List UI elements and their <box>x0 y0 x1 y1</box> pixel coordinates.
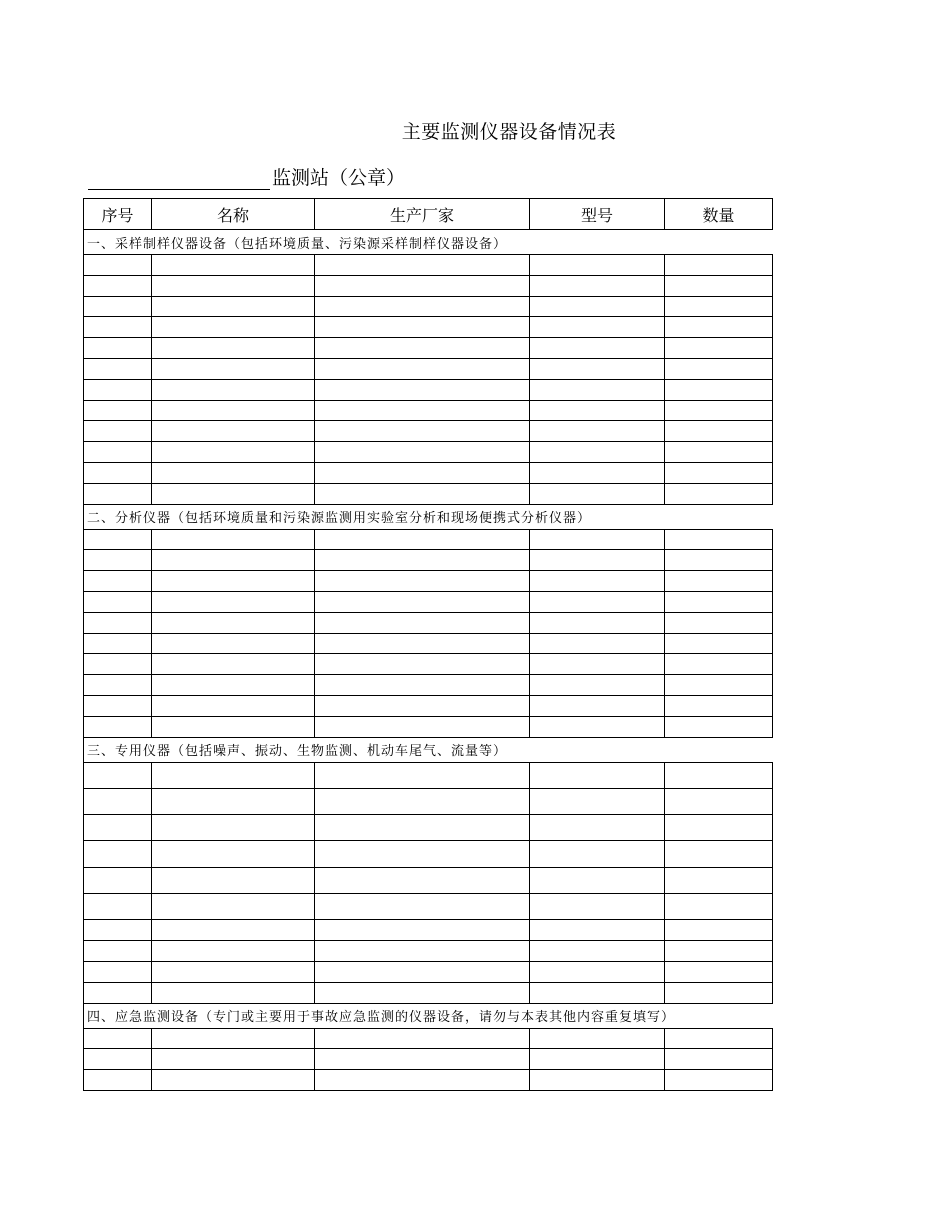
quantity-cell[interactable] <box>665 762 773 788</box>
index-cell[interactable] <box>84 716 152 737</box>
quantity-cell[interactable] <box>665 941 773 962</box>
table-row <box>84 529 773 550</box>
index-cell[interactable] <box>84 591 152 612</box>
station-line <box>88 162 405 190</box>
column-header-model: 型号 <box>530 199 665 230</box>
index-cell[interactable] <box>84 941 152 962</box>
quantity-cell[interactable] <box>665 550 773 571</box>
index-cell[interactable] <box>84 982 152 1003</box>
section-row <box>84 230 773 255</box>
model-cell[interactable] <box>530 1070 665 1091</box>
manufacturer-cell[interactable] <box>315 762 530 788</box>
section-label: 二、分析仪器（包括环境质量和污染源监测用实验室分析和现场便携式分析仪器） <box>84 504 773 529</box>
manufacturer-cell[interactable] <box>315 317 530 338</box>
index-cell[interactable] <box>84 894 152 920</box>
quantity-cell[interactable] <box>665 1070 773 1091</box>
quantity-cell[interactable] <box>665 255 773 276</box>
name-cell[interactable] <box>152 421 315 442</box>
name-cell[interactable] <box>152 550 315 571</box>
manufacturer-cell[interactable] <box>315 633 530 654</box>
quantity-cell[interactable] <box>665 421 773 442</box>
name-cell[interactable] <box>152 442 315 463</box>
index-cell[interactable] <box>84 442 152 463</box>
name-cell[interactable] <box>152 338 315 359</box>
index-cell[interactable] <box>84 421 152 442</box>
model-cell[interactable] <box>530 550 665 571</box>
index-cell[interactable] <box>84 550 152 571</box>
manufacturer-cell[interactable] <box>315 275 530 296</box>
name-cell[interactable] <box>152 1070 315 1091</box>
quantity-cell[interactable] <box>665 1049 773 1070</box>
name-cell[interactable] <box>152 591 315 612</box>
manufacturer-cell[interactable] <box>315 894 530 920</box>
index-cell[interactable] <box>84 379 152 400</box>
model-cell[interactable] <box>530 591 665 612</box>
table-row <box>84 296 773 317</box>
name-cell[interactable] <box>152 961 315 982</box>
name-cell[interactable] <box>152 1028 315 1049</box>
name-cell[interactable] <box>152 867 315 893</box>
quantity-cell[interactable] <box>665 815 773 841</box>
manufacturer-cell[interactable] <box>315 338 530 359</box>
manufacturer-cell[interactable] <box>315 815 530 841</box>
station-suffix: 监测站（公章） <box>272 167 406 189</box>
quantity-cell[interactable] <box>665 529 773 550</box>
name-cell[interactable] <box>152 400 315 421</box>
model-cell[interactable] <box>530 296 665 317</box>
model-cell[interactable] <box>530 317 665 338</box>
section-label: 一、采样制样仪器设备（包括环境质量、污染源采样制样仪器设备） <box>84 230 773 255</box>
table-row <box>84 675 773 696</box>
manufacturer-cell[interactable] <box>315 941 530 962</box>
section-label: 三、专用仪器（包括噪声、振动、生物监测、机动车尾气、流量等） <box>84 737 773 762</box>
page-title: 主要监测仪器设备情况表 <box>401 121 617 143</box>
manufacturer-cell[interactable] <box>315 255 530 276</box>
index-cell[interactable] <box>84 296 152 317</box>
model-cell[interactable] <box>530 788 665 814</box>
table-row <box>84 762 773 788</box>
name-cell[interactable] <box>152 612 315 633</box>
name-cell[interactable] <box>152 275 315 296</box>
table-row <box>84 1028 773 1049</box>
model-cell[interactable] <box>530 815 665 841</box>
quantity-cell[interactable] <box>665 275 773 296</box>
index-cell[interactable] <box>84 338 152 359</box>
table-row <box>84 867 773 893</box>
quantity-cell[interactable] <box>665 462 773 483</box>
name-cell[interactable] <box>152 255 315 276</box>
table-row <box>84 591 773 612</box>
index-cell[interactable] <box>84 358 152 379</box>
equipment-table <box>83 198 773 1091</box>
quantity-cell[interactable] <box>665 379 773 400</box>
section-row <box>84 737 773 762</box>
index-cell[interactable] <box>84 1070 152 1091</box>
name-cell[interactable] <box>152 941 315 962</box>
quantity-cell[interactable] <box>665 961 773 982</box>
quantity-cell[interactable] <box>665 716 773 737</box>
table-row <box>84 961 773 982</box>
section-row <box>84 1003 773 1028</box>
index-cell[interactable] <box>84 571 152 592</box>
index-cell[interactable] <box>84 1049 152 1070</box>
quantity-cell[interactable] <box>665 338 773 359</box>
table-row <box>84 788 773 814</box>
manufacturer-cell[interactable] <box>315 483 530 504</box>
table-row <box>84 255 773 276</box>
table-row <box>84 612 773 633</box>
quantity-cell[interactable] <box>665 296 773 317</box>
quantity-cell[interactable] <box>665 675 773 696</box>
index-cell[interactable] <box>84 654 152 675</box>
index-cell[interactable] <box>84 612 152 633</box>
manufacturer-cell[interactable] <box>315 1070 530 1091</box>
table-row <box>84 379 773 400</box>
name-cell[interactable] <box>152 920 315 941</box>
model-cell[interactable] <box>530 961 665 982</box>
name-cell[interactable] <box>152 379 315 400</box>
column-header-quantity: 数量 <box>665 199 773 230</box>
table-row <box>84 317 773 338</box>
manufacturer-cell[interactable] <box>315 400 530 421</box>
table-row <box>84 920 773 941</box>
quantity-cell[interactable] <box>665 788 773 814</box>
quantity-cell[interactable] <box>665 612 773 633</box>
quantity-cell[interactable] <box>665 841 773 867</box>
manufacturer-cell[interactable] <box>315 442 530 463</box>
model-cell[interactable] <box>530 612 665 633</box>
index-cell[interactable] <box>84 961 152 982</box>
name-cell[interactable] <box>152 1049 315 1070</box>
manufacturer-cell[interactable] <box>315 571 530 592</box>
index-cell[interactable] <box>84 462 152 483</box>
index-cell[interactable] <box>84 255 152 276</box>
name-cell[interactable] <box>152 788 315 814</box>
quantity-cell[interactable] <box>665 483 773 504</box>
quantity-cell[interactable] <box>665 867 773 893</box>
table-row <box>84 941 773 962</box>
table-row <box>84 633 773 654</box>
name-cell[interactable] <box>152 762 315 788</box>
model-cell[interactable] <box>530 255 665 276</box>
quantity-cell[interactable] <box>665 400 773 421</box>
model-cell[interactable] <box>530 483 665 504</box>
index-cell[interactable] <box>84 920 152 941</box>
index-cell[interactable] <box>84 815 152 841</box>
manufacturer-cell[interactable] <box>315 529 530 550</box>
manufacturer-cell[interactable] <box>315 1028 530 1049</box>
model-cell[interactable] <box>530 654 665 675</box>
quantity-cell[interactable] <box>665 317 773 338</box>
quantity-cell[interactable] <box>665 654 773 675</box>
model-cell[interactable] <box>530 529 665 550</box>
manufacturer-cell[interactable] <box>315 716 530 737</box>
index-cell[interactable] <box>84 788 152 814</box>
index-cell[interactable] <box>84 317 152 338</box>
manufacturer-cell[interactable] <box>315 612 530 633</box>
manufacturer-cell[interactable] <box>315 654 530 675</box>
model-cell[interactable] <box>530 275 665 296</box>
manufacturer-cell[interactable] <box>315 1049 530 1070</box>
manufacturer-cell[interactable] <box>315 550 530 571</box>
quantity-cell[interactable] <box>665 591 773 612</box>
column-header-index: 序号 <box>84 199 152 230</box>
table-row <box>84 982 773 1003</box>
model-cell[interactable] <box>530 675 665 696</box>
model-cell[interactable] <box>530 920 665 941</box>
table-row <box>84 894 773 920</box>
name-cell[interactable] <box>152 695 315 716</box>
model-cell[interactable] <box>530 982 665 1003</box>
index-cell[interactable] <box>84 675 152 696</box>
quantity-cell[interactable] <box>665 1028 773 1049</box>
table-row <box>84 695 773 716</box>
manufacturer-cell[interactable] <box>315 961 530 982</box>
table-row <box>84 275 773 296</box>
name-cell[interactable] <box>152 529 315 550</box>
manufacturer-cell[interactable] <box>315 358 530 379</box>
station-name-blank[interactable] <box>88 167 270 190</box>
name-cell[interactable] <box>152 462 315 483</box>
model-cell[interactable] <box>530 442 665 463</box>
table-row <box>84 654 773 675</box>
model-cell[interactable] <box>530 941 665 962</box>
index-cell[interactable] <box>84 529 152 550</box>
table-row <box>84 421 773 442</box>
model-cell[interactable] <box>530 358 665 379</box>
name-cell[interactable] <box>152 982 315 1003</box>
section-row <box>84 504 773 529</box>
table-row <box>84 358 773 379</box>
manufacturer-cell[interactable] <box>315 379 530 400</box>
name-cell[interactable] <box>152 841 315 867</box>
quantity-cell[interactable] <box>665 633 773 654</box>
model-cell[interactable] <box>530 762 665 788</box>
manufacturer-cell[interactable] <box>315 591 530 612</box>
manufacturer-cell[interactable] <box>315 421 530 442</box>
table-row <box>84 550 773 571</box>
manufacturer-cell[interactable] <box>315 675 530 696</box>
manufacturer-cell[interactable] <box>315 695 530 716</box>
name-cell[interactable] <box>152 815 315 841</box>
model-cell[interactable] <box>530 1028 665 1049</box>
index-cell[interactable] <box>84 275 152 296</box>
model-cell[interactable] <box>530 400 665 421</box>
quantity-cell[interactable] <box>665 894 773 920</box>
quantity-cell[interactable] <box>665 571 773 592</box>
model-cell[interactable] <box>530 571 665 592</box>
table-row <box>84 400 773 421</box>
table-row <box>84 716 773 737</box>
name-cell[interactable] <box>152 483 315 504</box>
manufacturer-cell[interactable] <box>315 788 530 814</box>
manufacturer-cell[interactable] <box>315 920 530 941</box>
name-cell[interactable] <box>152 296 315 317</box>
column-header-name: 名称 <box>152 199 315 230</box>
manufacturer-cell[interactable] <box>315 296 530 317</box>
table-row <box>84 815 773 841</box>
name-cell[interactable] <box>152 571 315 592</box>
manufacturer-cell[interactable] <box>315 867 530 893</box>
quantity-cell[interactable] <box>665 695 773 716</box>
model-cell[interactable] <box>530 1049 665 1070</box>
name-cell[interactable] <box>152 317 315 338</box>
model-cell[interactable] <box>530 462 665 483</box>
table-row <box>84 462 773 483</box>
model-cell[interactable] <box>530 695 665 716</box>
model-cell[interactable] <box>530 633 665 654</box>
model-cell[interactable] <box>530 894 665 920</box>
table-row <box>84 841 773 867</box>
name-cell[interactable] <box>152 654 315 675</box>
table-row <box>84 483 773 504</box>
model-cell[interactable] <box>530 841 665 867</box>
index-cell[interactable] <box>84 867 152 893</box>
model-cell[interactable] <box>530 716 665 737</box>
manufacturer-cell[interactable] <box>315 841 530 867</box>
name-cell[interactable] <box>152 358 315 379</box>
name-cell[interactable] <box>152 675 315 696</box>
index-cell[interactable] <box>84 633 152 654</box>
table-row <box>84 571 773 592</box>
index-cell[interactable] <box>84 400 152 421</box>
index-cell[interactable] <box>84 1028 152 1049</box>
index-cell[interactable] <box>84 483 152 504</box>
model-cell[interactable] <box>530 867 665 893</box>
quantity-cell[interactable] <box>665 442 773 463</box>
quantity-cell[interactable] <box>665 920 773 941</box>
index-cell[interactable] <box>84 695 152 716</box>
quantity-cell[interactable] <box>665 358 773 379</box>
index-cell[interactable] <box>84 841 152 867</box>
manufacturer-cell[interactable] <box>315 982 530 1003</box>
section-label: 四、应急监测设备（专门或主要用于事故应急监测的仪器设备，请勿与本表其他内容重复填写） <box>84 1003 773 1028</box>
index-cell[interactable] <box>84 762 152 788</box>
quantity-cell[interactable] <box>665 982 773 1003</box>
name-cell[interactable] <box>152 716 315 737</box>
table-row <box>84 338 773 359</box>
column-header-manufacturer: 生产厂家 <box>315 199 530 230</box>
table-header-row <box>84 199 773 230</box>
table-row <box>84 1049 773 1070</box>
model-cell[interactable] <box>530 379 665 400</box>
model-cell[interactable] <box>530 421 665 442</box>
table-row <box>84 1070 773 1091</box>
model-cell[interactable] <box>530 338 665 359</box>
name-cell[interactable] <box>152 894 315 920</box>
manufacturer-cell[interactable] <box>315 462 530 483</box>
table-row <box>84 442 773 463</box>
name-cell[interactable] <box>152 633 315 654</box>
